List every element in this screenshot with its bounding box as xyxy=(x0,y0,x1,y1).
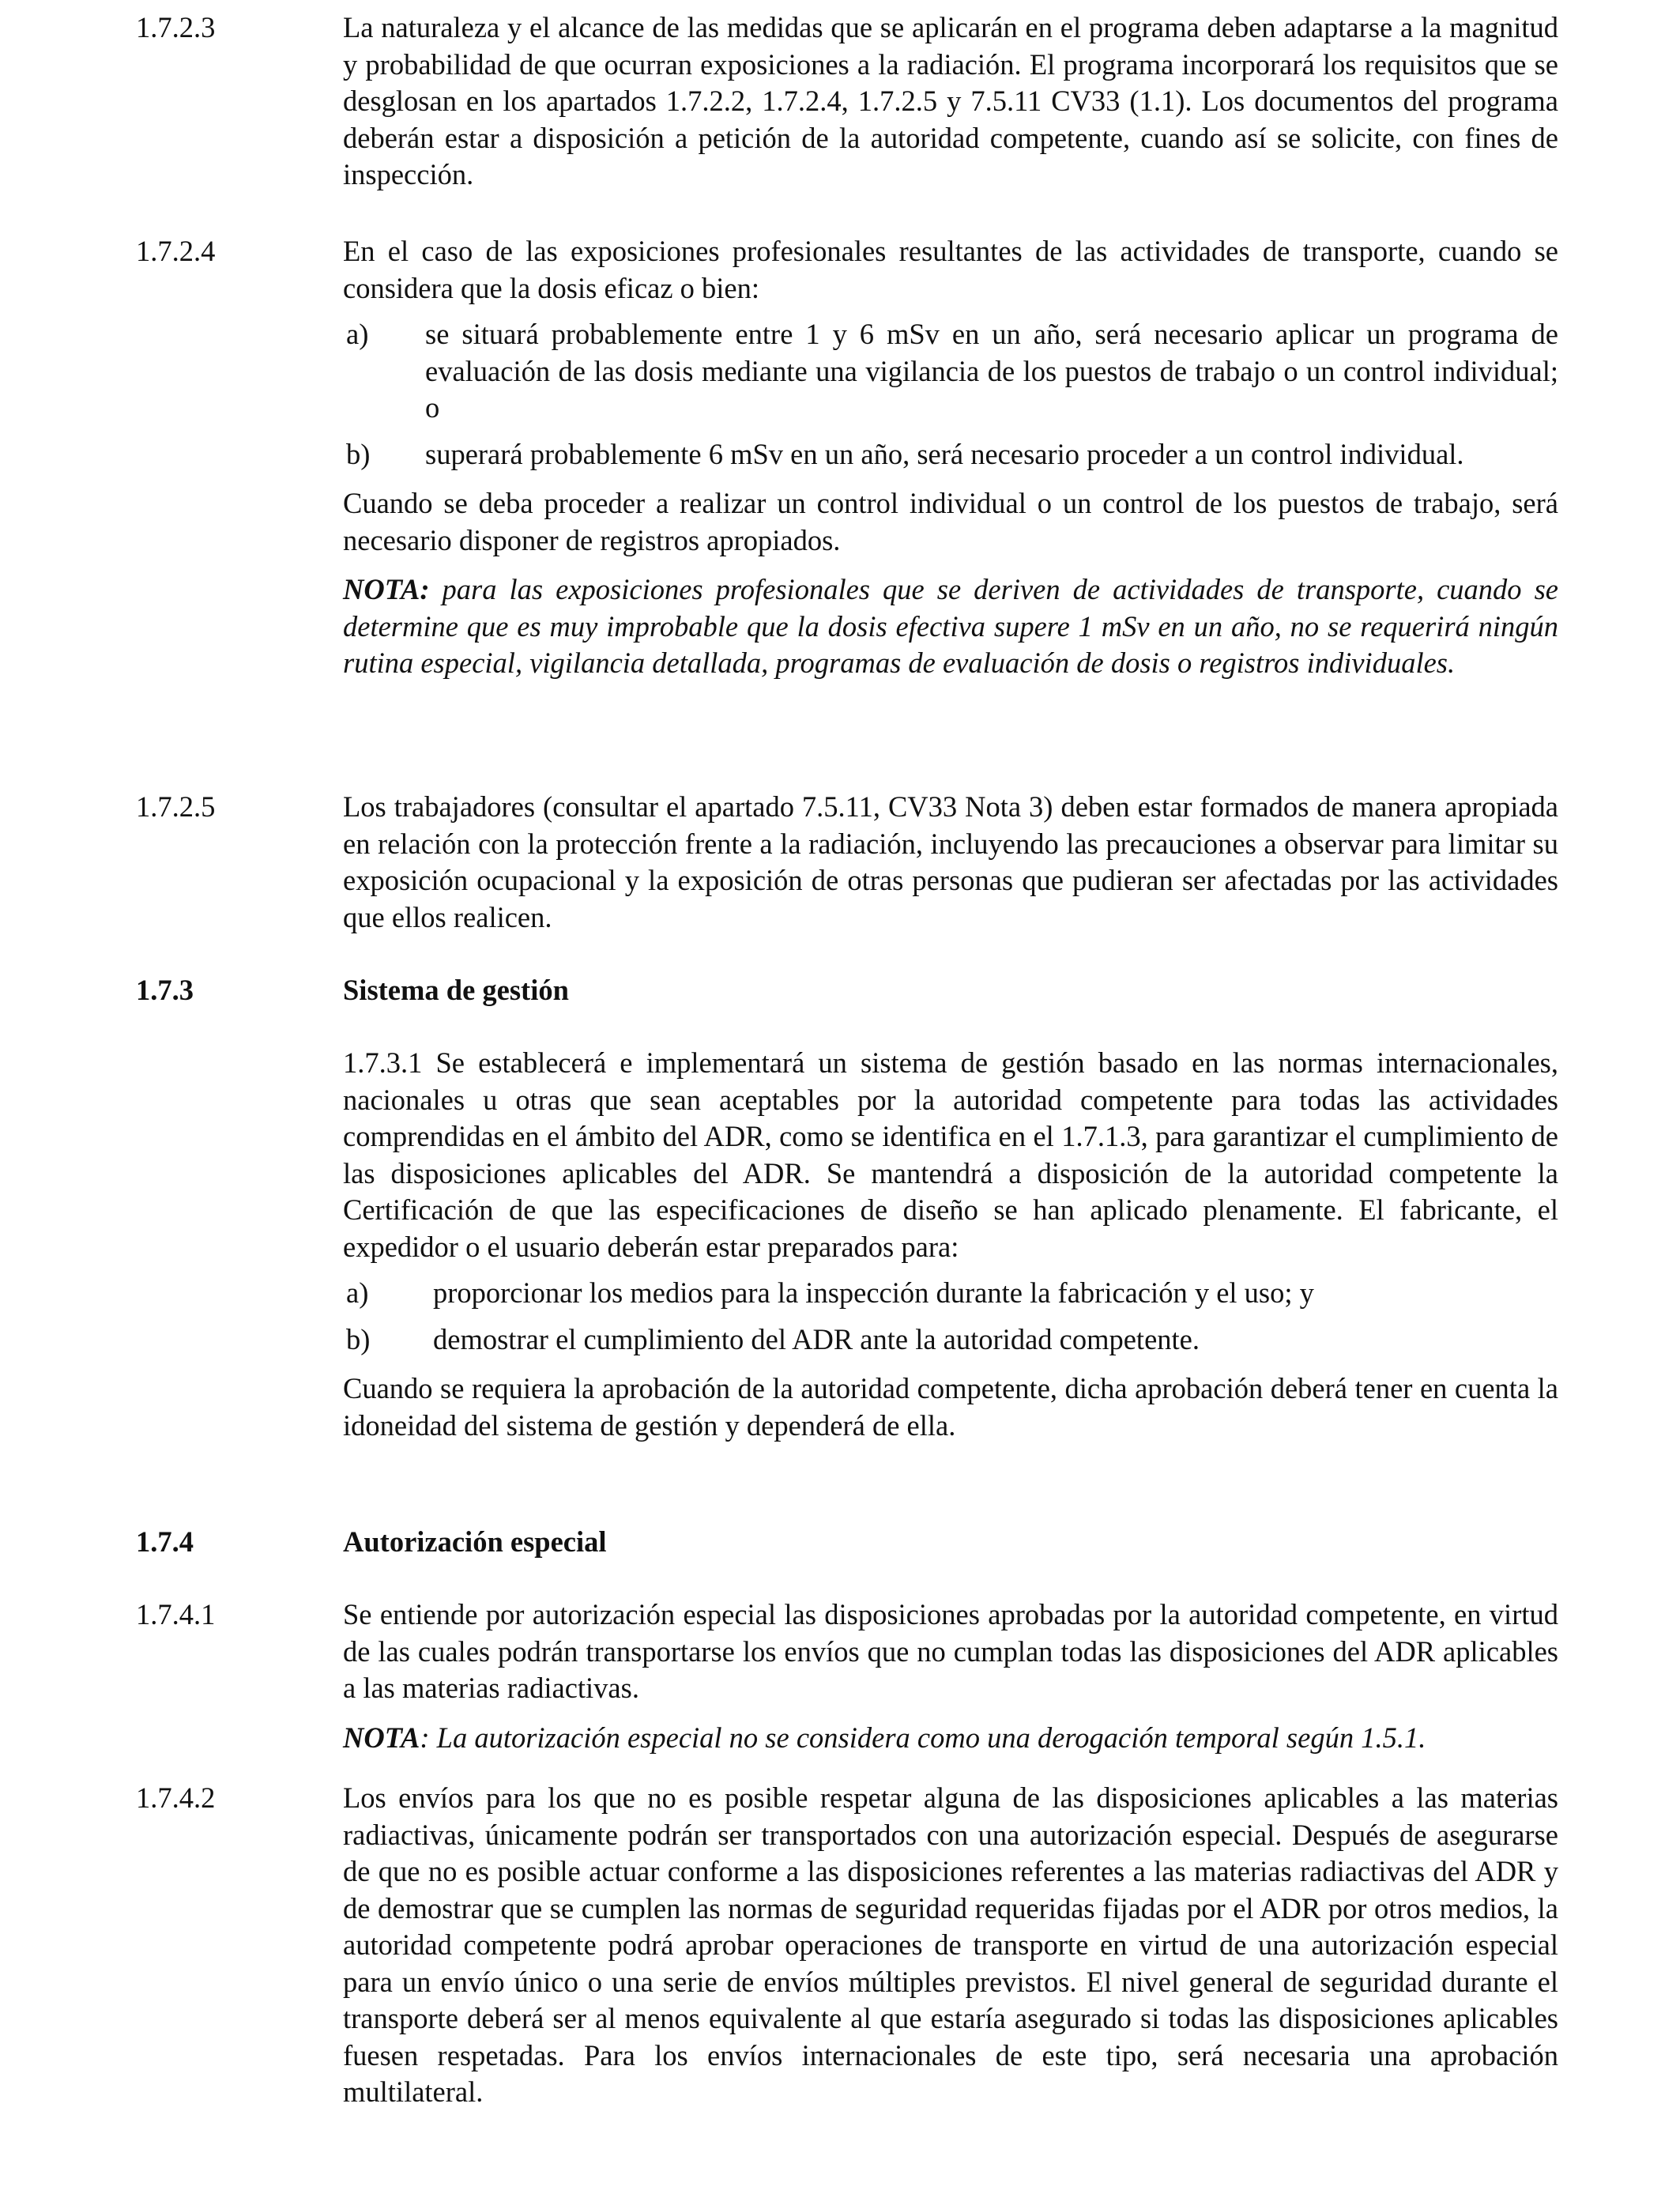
list-text: se situará probablemente entre 1 y 6 mSv en un año, será necesario aplicar un programa de evaluación de las dosis mediante una vigilancia de los puestos de trabajo o un control individual; o xyxy=(425,318,1558,424)
paragraph-intro: En el caso de las exposiciones profesionales resultantes de las actividades de transporte, cuando se considera que la dosis eficaz o bien: xyxy=(343,235,1558,304)
list-text: demostrar el cumplimiento del ADR ante la autoridad competente. xyxy=(433,1322,1200,1355)
section-title: Autorización especial xyxy=(343,1525,607,1558)
section-body xyxy=(343,1780,1558,2111)
list-label: b) xyxy=(346,437,371,470)
section-body xyxy=(343,789,1558,936)
section-body xyxy=(343,233,1558,682)
section-number: 1.7.4 xyxy=(136,1525,194,1558)
list-item xyxy=(343,1321,1558,1359)
list-item xyxy=(343,316,1558,427)
note xyxy=(343,1720,1558,1757)
note-label: NOTA: xyxy=(343,573,430,605)
section-body xyxy=(343,1045,1558,1444)
list-label: a) xyxy=(346,318,369,350)
paragraph: Los trabajadores (consultar el apartado 7.5.11, CV33 Nota 3) deben estar formados de manera apropiada en relación con la protección frente a la radiación, incluyendo las precauciones a observar para limitar su exposición ocupacional y la exposición de otras personas que pudieran ser afectadas por las actividades que ellos realicen. xyxy=(343,790,1558,933)
paragraph: Los envíos para los que no es posible respetar alguna de las disposiciones aplicables a las materias radiactivas, únicamente podrán ser transportados con una autorización especial. Después de asegurarse de que no es posible actuar conforme a las disposiciones referentes a las materias radiactivas del ADR y de demostrar que se cumplen las normas de seguridad requeridas fijadas por el ADR por otros medios, la autoridad competente podrá aprobar operaciones de transporte en virtud de una autorización especial para un envío único o una serie de envíos múltiples previstos. El nivel general de seguridad durante el transporte deberá ser al menos equivalente al que estaría asegurado si todas las disposiciones aplicables fuesen respetadas. Para los envíos internacionales de este tipo, será necesaria una aprobación multilateral. xyxy=(343,1781,1558,2108)
section-number: 1.7.4.1 xyxy=(136,1598,216,1630)
section-body xyxy=(343,1596,1558,1756)
section-number: 1.7.2.5 xyxy=(136,790,216,823)
paragraph: Cuando se requiera la aprobación de la autoridad competente, dicha aprobación deberá tener en cuenta la idoneidad del sistema de gestión y dependerá de ella. xyxy=(343,1372,1558,1442)
paragraph: La naturaleza y el alcance de las medidas que se aplicarán en el programa deben adaptarse a la magnitud y probabilidad de que ocurran exposiciones a la radiación. El programa incorporará los requisitos que se desglosan en los apartados 1.7.2.2, 1.7.2.4, 1.7.2.5 y 7.5.11 CV33 (1.1). Los documentos del programa deberán estar a disposición a petición de la autoridad competente, cuando así se solicite, con fines de inspección. xyxy=(343,11,1558,190)
section-body xyxy=(343,9,1558,194)
section-title: Sistema de gestión xyxy=(343,974,569,1006)
list-text: superará probablemente 6 mSv en un año, será necesario proceder a un control individual. xyxy=(425,437,1464,470)
paragraph: Cuando se deba proceder a realizar un control individual o un control de los puestos de trabajo, será necesario disponer de registros apropiados. xyxy=(343,487,1558,556)
list-label: a) xyxy=(346,1276,369,1309)
paragraph: Se entiende por autorización especial las disposiciones aprobadas por la autoridad competente, en virtud de las cuales podrán transportarse los envíos que no cumplan todas las disposiciones del ADR aplicables a las materias radiactivas. xyxy=(343,1598,1558,1704)
section-number: 1.7.3 xyxy=(136,974,194,1006)
section-body xyxy=(343,1524,1558,1561)
note-label: NOTA xyxy=(343,1721,420,1754)
list-item xyxy=(343,1275,1558,1312)
note-text: para las exposiciones profesionales que se deriven de actividades de transporte, cuando se determine que es muy improbable que la dosis efectiva supere 1 mSv en un año, no se requerirá ningún rutina especial, vigilancia detallada, programas de evaluación de dosis o registros individuales. xyxy=(343,573,1558,679)
paragraph: 1.7.3.1 Se establecerá e implementará un sistema de gestión basado en las normas internacionales, nacionales u otras que sean aceptables por la autoridad competente para todas las actividades comprendidas en el ámbito del ADR, como se identifica en el 1.7.1.3, para garantizar el cumplimiento de las disposiciones aplicables del ADR. Se mantendrá a disposición de la autoridad competente la Certificación de que las especificaciones de diseño se han aplicado plenamente. El fabricante, el expedidor o el usuario deberán estar preparados para: xyxy=(343,1046,1558,1263)
list-text: proporcionar los medios para la inspección durante la fabricación y el uso; y xyxy=(433,1276,1314,1309)
note-text: : La autorización especial no se considera como una derogación temporal según 1.5.1. xyxy=(420,1721,1426,1754)
list-label: b) xyxy=(346,1322,371,1355)
section-body xyxy=(343,972,1558,1009)
list-item xyxy=(343,436,1558,473)
note xyxy=(343,571,1558,682)
section-number: 1.7.2.3 xyxy=(136,11,216,43)
section-number: 1.7.2.4 xyxy=(136,235,216,267)
section-number: 1.7.4.2 xyxy=(136,1781,216,1814)
